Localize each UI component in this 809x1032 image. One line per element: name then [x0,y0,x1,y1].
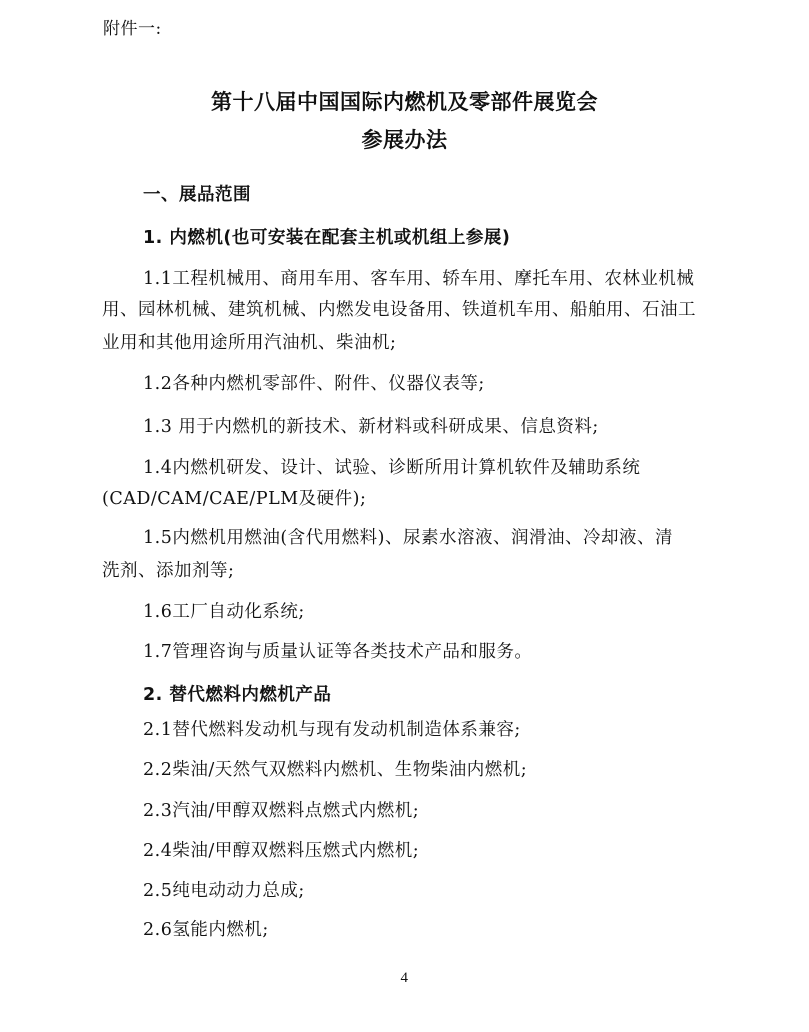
item-2-3: 2.3汽油/甲醇双燃料点燃式内燃机; [143,801,420,821]
item-heading-alternative-fuel-engines: 2. 替代燃料内燃机产品 [143,685,332,705]
item-2-6: 2.6氢能内燃机; [143,920,269,940]
item-2-1: 2.1替代燃料发动机与现有发动机制造体系兼容; [143,720,521,740]
section-heading-exhibit-scope: 一、展品范围 [143,185,251,205]
page-number: 4 [400,970,409,986]
item-1-3: 1.3 用于内燃机的新技术、新材料或科研成果、信息资料; [143,417,599,437]
document-title: 第十八届中国国际内燃机及零部件展览会 [211,90,598,114]
document-subtitle: 参展办法 [361,128,448,152]
item-1-4-line-1: 1.4内燃机研发、设计、试验、诊断所用计算机软件及辅助系统 [143,458,641,478]
item-1-2: 1.2各种内燃机零部件、附件、仪器仪表等; [143,374,485,394]
item-2-5: 2.5纯电动动力总成; [143,881,305,901]
item-1-5-line-2: 洗剂、添加剂等; [102,561,235,581]
attachment-label: 附件一: [103,19,162,39]
item-1-1-line-1: 1.1工程机械用、商用车用、客车用、轿车用、摩托车用、农林业机械 [143,269,695,289]
item-1-7: 1.7管理咨询与质量认证等各类技术产品和服务。 [143,642,533,662]
item-heading-internal-combustion-engines: 1. 内燃机(也可安装在配套主机或机组上参展) [143,228,511,248]
item-1-1-line-2: 用、园林机械、建筑机械、内燃发电设备用、铁道机车用、船舶用、石油工 [102,300,696,320]
item-2-4: 2.4柴油/甲醇双燃料压燃式内燃机; [143,841,420,861]
item-1-5-line-1: 1.5内燃机用燃油(含代用燃料)、尿素水溶液、润滑油、冷却液、清 [143,528,673,548]
item-1-4-line-2: (CAD/CAM/CAE/PLM及硬件); [102,489,367,509]
item-2-2: 2.2柴油/天然气双燃料内燃机、生物柴油内燃机; [143,760,528,780]
item-1-1-line-3: 业用和其他用途所用汽油机、柴油机; [102,333,397,353]
item-1-6: 1.6工厂自动化系统; [143,602,305,622]
